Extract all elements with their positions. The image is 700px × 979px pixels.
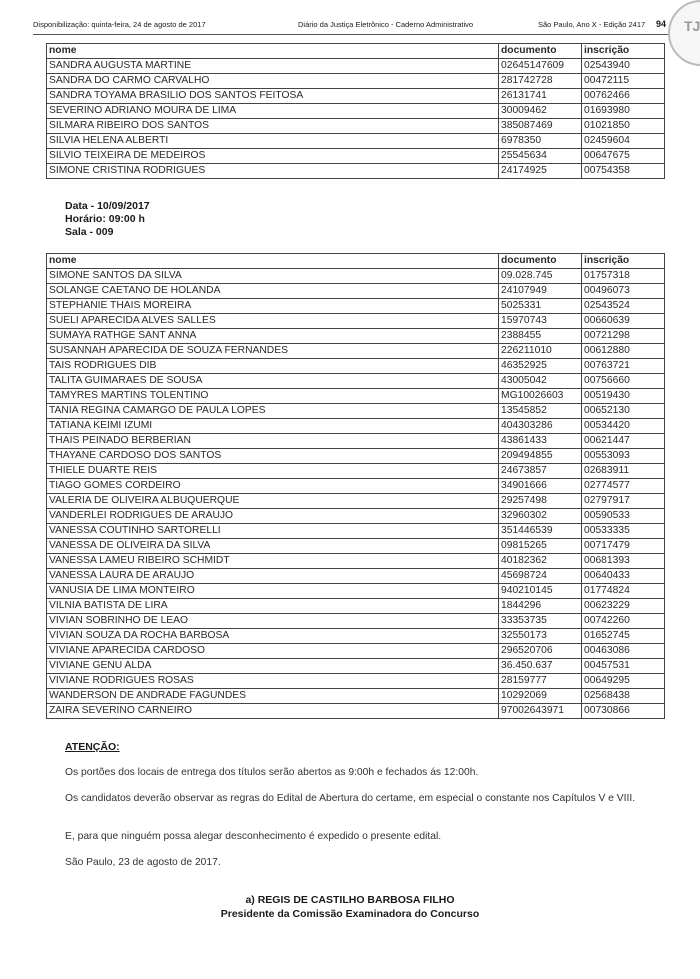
candidate-name: SILVIA HELENA ALBERTI (47, 134, 499, 149)
candidate-registration: 00623229 (582, 599, 665, 614)
table-row (47, 404, 665, 419)
digital-seal-icon: TJ (668, 0, 700, 66)
candidate-document: 26131741 (499, 89, 582, 104)
table-row (47, 509, 665, 524)
candidate-document: 6978350 (499, 134, 582, 149)
candidate-document: 09.028.745 (499, 269, 582, 284)
table-row (47, 389, 665, 404)
notice-date: São Paulo, 23 de agosto de 2017. (65, 857, 221, 868)
session-time: Horário: 09:00 h (65, 213, 145, 225)
table-row (47, 419, 665, 434)
candidate-registration: 01652745 (582, 629, 665, 644)
candidate-name: VANESSA LAURA DE ARAUJO (47, 569, 499, 584)
header-edition: São Paulo, Ano X - Edição 2417 (538, 20, 646, 29)
candidate-document: 25545634 (499, 149, 582, 164)
table-row (47, 689, 665, 704)
candidate-registration: 02543940 (582, 59, 665, 74)
candidate-name: ZAIRA SEVERINO CARNEIRO (47, 704, 499, 719)
candidate-document: 45698724 (499, 569, 582, 584)
table-row (47, 74, 665, 89)
candidate-name: TIAGO GOMES CORDEIRO (47, 479, 499, 494)
candidate-name: TALITA GUIMARAES DE SOUSA (47, 374, 499, 389)
table-row (47, 644, 665, 659)
header-date: Disponibilização: quinta-feira, 24 de agosto de 2017 (33, 20, 206, 29)
table-row (47, 89, 665, 104)
candidate-name: SANDRA TOYAMA BRASILIO DOS SANTOS FEITOSA (47, 89, 499, 104)
candidate-registration: 00621447 (582, 434, 665, 449)
candidate-registration: 00640433 (582, 569, 665, 584)
candidate-registration: 00652130 (582, 404, 665, 419)
candidate-document: 30009462 (499, 104, 582, 119)
candidate-registration: 01757318 (582, 269, 665, 284)
table-row (47, 269, 665, 284)
candidates-table-2 (46, 253, 665, 719)
candidate-registration: 02543524 (582, 299, 665, 314)
table-row (47, 554, 665, 569)
candidate-document: 24107949 (499, 284, 582, 299)
candidate-document: MG10026603 (499, 389, 582, 404)
candidate-document: 97002643971 (499, 704, 582, 719)
candidate-document: 32960302 (499, 509, 582, 524)
candidate-registration: 00754358 (582, 164, 665, 179)
table-row (47, 584, 665, 599)
table-row (47, 329, 665, 344)
table-row (47, 359, 665, 374)
candidate-document: 02645147609 (499, 59, 582, 74)
candidate-name: TAIS RODRIGUES DIB (47, 359, 499, 374)
table-row (47, 659, 665, 674)
candidate-document: 1844296 (499, 599, 582, 614)
table-row (47, 149, 665, 164)
table-row (47, 539, 665, 554)
table-row (47, 134, 665, 149)
signature-name: a) REGIS DE CASTILHO BARBOSA FILHO (245, 894, 455, 906)
candidate-registration: 00553093 (582, 449, 665, 464)
table-row (47, 299, 665, 314)
candidate-document: 226211010 (499, 344, 582, 359)
candidate-registration: 00742260 (582, 614, 665, 629)
table-row (47, 59, 665, 74)
table-row (47, 704, 665, 719)
candidate-name: SIMONE CRISTINA RODRIGUES (47, 164, 499, 179)
candidate-document: 404303286 (499, 419, 582, 434)
table-row (47, 674, 665, 689)
candidate-document: 2388455 (499, 329, 582, 344)
column-header: nome (47, 254, 499, 269)
table-row (47, 314, 665, 329)
candidate-name: SOLANGE CAETANO DE HOLANDA (47, 284, 499, 299)
candidate-registration: 00649295 (582, 674, 665, 689)
table-header-row (47, 254, 665, 269)
candidate-name: SILVIO TEIXEIRA DE MEDEIROS (47, 149, 499, 164)
candidate-registration: 00763721 (582, 359, 665, 374)
table-row (47, 494, 665, 509)
candidate-document: 33353735 (499, 614, 582, 629)
notice-paragraph-1: Os portões dos locais de entrega dos títulos serão abertos as 9:00h e fechados ás 12:00h. (65, 767, 479, 778)
candidate-document: 10292069 (499, 689, 582, 704)
candidate-registration: 00756660 (582, 374, 665, 389)
candidate-name: VIVIANE RODRIGUES ROSAS (47, 674, 499, 689)
candidate-name: VIVIANE GENU ALDA (47, 659, 499, 674)
session-date: Data - 10/09/2017 (65, 200, 150, 212)
candidate-document: 15970743 (499, 314, 582, 329)
table-row (47, 464, 665, 479)
candidate-document: 940210145 (499, 584, 582, 599)
candidate-document: 09815265 (499, 539, 582, 554)
table-row (47, 614, 665, 629)
notice-title: ATENÇÃO: (65, 741, 120, 753)
candidate-registration: 00472115 (582, 74, 665, 89)
column-header: inscrição (582, 254, 665, 269)
candidate-registration: 00519430 (582, 389, 665, 404)
candidate-registration: 02459604 (582, 134, 665, 149)
notice-paragraph-2: Os candidatos deverão observar as regras do Edital de Abertura do certame, em especial o constante nos Capítulos V e VIII. (65, 793, 636, 804)
candidate-name: WANDERSON DE ANDRADE FAGUNDES (47, 689, 499, 704)
candidate-document: 28159777 (499, 674, 582, 689)
candidate-document: 281742728 (499, 74, 582, 89)
header-divider (33, 34, 668, 35)
candidate-document: 29257498 (499, 494, 582, 509)
column-header: inscrição (582, 44, 665, 59)
candidate-registration: 00762466 (582, 89, 665, 104)
candidate-name: VANESSA DE OLIVEIRA DA SILVA (47, 539, 499, 554)
candidate-registration: 00647675 (582, 149, 665, 164)
table-row (47, 479, 665, 494)
candidate-document: 40182362 (499, 554, 582, 569)
candidate-registration: 00717479 (582, 539, 665, 554)
table-header-row (47, 44, 665, 59)
candidate-registration: 00730866 (582, 704, 665, 719)
header-publication: Diário da Justiça Eletrônico - Caderno Administrativo (298, 20, 474, 29)
candidate-registration: 00496073 (582, 284, 665, 299)
candidate-name: TANIA REGINA CAMARGO DE PAULA LOPES (47, 404, 499, 419)
table-row (47, 629, 665, 644)
candidate-name: VANESSA COUTINHO SARTORELLI (47, 524, 499, 539)
page-number: 94 (656, 19, 667, 29)
table-row (47, 284, 665, 299)
candidate-registration: 00660639 (582, 314, 665, 329)
candidate-registration: 00534420 (582, 419, 665, 434)
table-row (47, 119, 665, 134)
candidate-name: VANUSIA DE LIMA MONTEIRO (47, 584, 499, 599)
candidate-name: VIVIAN SOUZA DA ROCHA BARBOSA (47, 629, 499, 644)
candidate-registration: 01021850 (582, 119, 665, 134)
candidate-name: VANDERLEI RODRIGUES DE ARAUJO (47, 509, 499, 524)
page-header (33, 20, 668, 34)
signature-role: Presidente da Comissão Examinadora do Concurso (220, 908, 480, 920)
table-row (47, 344, 665, 359)
column-header: documento (499, 44, 582, 59)
candidate-document: 5025331 (499, 299, 582, 314)
candidate-name: VIVIANE APARECIDA CARDOSO (47, 644, 499, 659)
candidate-name: TATIANA KEIMI IZUMI (47, 419, 499, 434)
candidate-name: SANDRA AUGUSTA MARTINE (47, 59, 499, 74)
candidate-document: 296520706 (499, 644, 582, 659)
candidate-name: THIELE DUARTE REIS (47, 464, 499, 479)
table-row (47, 449, 665, 464)
column-header: nome (47, 44, 499, 59)
candidate-registration: 01774824 (582, 584, 665, 599)
session-room: Sala - 009 (65, 226, 114, 238)
candidate-document: 46352925 (499, 359, 582, 374)
candidate-document: 43005042 (499, 374, 582, 389)
candidate-registration: 02774577 (582, 479, 665, 494)
candidate-registration: 02568438 (582, 689, 665, 704)
candidate-registration: 00612880 (582, 344, 665, 359)
candidate-name: SEVERINO ADRIANO MOURA DE LIMA (47, 104, 499, 119)
candidate-document: 36.450.637 (499, 659, 582, 674)
candidate-registration: 00463086 (582, 644, 665, 659)
table-row (47, 104, 665, 119)
candidate-document: 209494855 (499, 449, 582, 464)
candidate-document: 43861433 (499, 434, 582, 449)
table-row (47, 164, 665, 179)
candidate-name: SUSANNAH APARECIDA DE SOUZA FERNANDES (47, 344, 499, 359)
candidate-name: SANDRA DO CARMO CARVALHO (47, 74, 499, 89)
candidate-name: VILNIA BATISTA DE LIRA (47, 599, 499, 614)
candidate-registration: 00457531 (582, 659, 665, 674)
candidate-registration: 02683911 (582, 464, 665, 479)
candidate-document: 351446539 (499, 524, 582, 539)
candidate-name: THAYANE CARDOSO DOS SANTOS (47, 449, 499, 464)
candidate-name: STEPHANIE THAIS MOREIRA (47, 299, 499, 314)
notice-paragraph-3: E, para que ninguém possa alegar desconhecimento é expedido o presente edital. (65, 831, 442, 842)
candidate-registration: 01693980 (582, 104, 665, 119)
candidate-name: VANESSA LAMEU RIBEIRO SCHMIDT (47, 554, 499, 569)
candidate-registration: 00721298 (582, 329, 665, 344)
session-info (65, 200, 150, 239)
candidate-document: 32550173 (499, 629, 582, 644)
candidate-document: 24673857 (499, 464, 582, 479)
candidates-table-1 (46, 43, 665, 179)
table-row (47, 434, 665, 449)
candidate-document: 385087469 (499, 119, 582, 134)
candidate-name: VIVIAN SOBRINHO DE LEAO (47, 614, 499, 629)
candidate-document: 13545852 (499, 404, 582, 419)
candidate-name: TAMYRES MARTINS TOLENTINO (47, 389, 499, 404)
candidate-registration: 02797917 (582, 494, 665, 509)
candidate-name: SIMONE SANTOS DA SILVA (47, 269, 499, 284)
candidate-name: SILMARA RIBEIRO DOS SANTOS (47, 119, 499, 134)
candidate-name: SUELI APARECIDA ALVES SALLES (47, 314, 499, 329)
candidate-document: 34901666 (499, 479, 582, 494)
column-header: documento (499, 254, 582, 269)
table-row (47, 599, 665, 614)
table-row (47, 524, 665, 539)
candidate-document: 24174925 (499, 164, 582, 179)
candidate-name: SUMAYA RATHGE SANT ANNA (47, 329, 499, 344)
table-row (47, 569, 665, 584)
candidate-name: VALERIA DE OLIVEIRA ALBUQUERQUE (47, 494, 499, 509)
table-row (47, 374, 665, 389)
candidate-name: THAIS PEINADO BERBERIAN (47, 434, 499, 449)
candidate-registration: 00590533 (582, 509, 665, 524)
candidate-registration: 00533335 (582, 524, 665, 539)
candidate-registration: 00681393 (582, 554, 665, 569)
